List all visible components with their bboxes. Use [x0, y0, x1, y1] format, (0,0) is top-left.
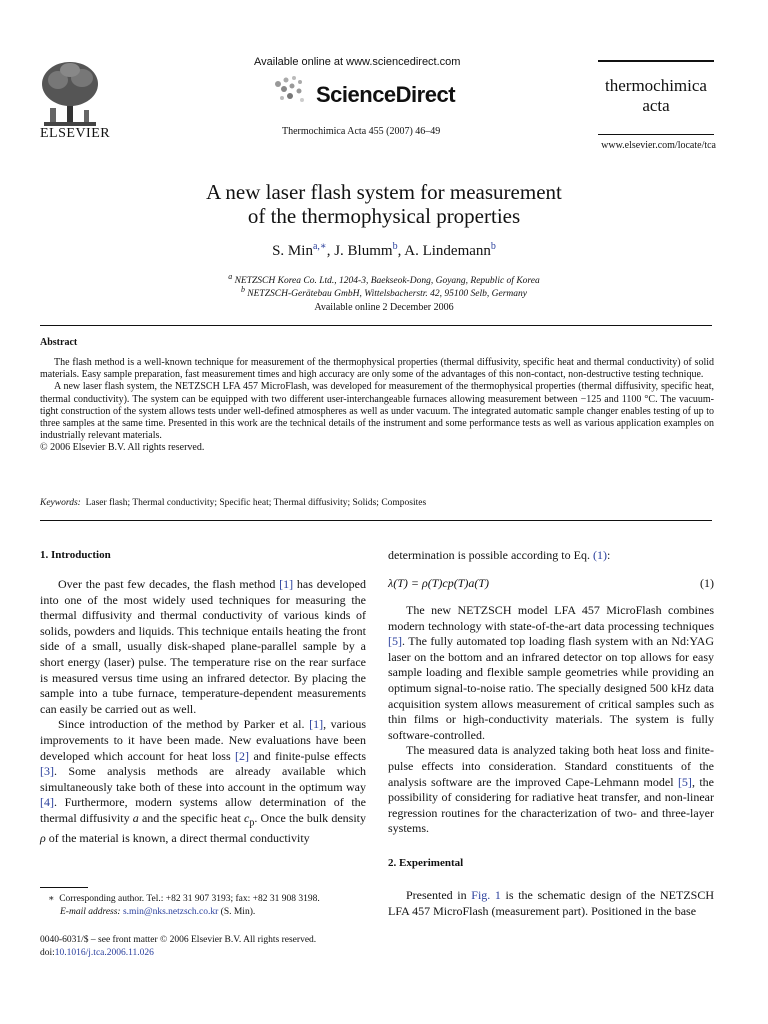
front-matter-notice: 0040-6031/$ – see front matter © 2006 Elsevier B.V. All rights reserved. doi:10.1016/j.tca.2006.11.026: [40, 935, 317, 958]
abstract-heading: Abstract: [40, 337, 78, 348]
affiliation-b: $^b$ NETZSCH-Gerätebau GmbH, Wittelsbacherstr. 42, 95100 Selb, Germany: [240, 285, 528, 300]
title-line2: of the thermophysical properties: [247, 204, 521, 228]
equation-link[interactable]: (1): [592, 548, 607, 562]
reference-link[interactable]: [5]: [677, 774, 692, 789]
paragraph: The measured data is analyzed taking both heat loss and finite-pulse effects into consideration. Standard constituents of the analysis software are the improved Cape-Lehmann model [5], the possibility of considering for radiative heat transfer, and non-linear regression routines for the characterization of two- and three-layer systems.: [388, 743, 714, 836]
reference-link[interactable]: [3]: [40, 764, 54, 779]
journal-name-line1: thermochimica: [605, 76, 707, 95]
journal-bottom-rule: [598, 134, 714, 135]
doi-link[interactable]: 10.1016/j.tca.2006.11.026: [54, 948, 154, 958]
available-online-banner[interactable]: Available online at www.sciencedirect.com: [254, 56, 461, 68]
author-name: J. Blumm: [334, 243, 393, 259]
footnote-rule: [40, 887, 88, 888]
abstract-top-rule: [40, 325, 712, 326]
reference-link[interactable]: [2]: [235, 748, 250, 763]
author-affiliation-link[interactable]: b: [392, 241, 398, 252]
journal-top-rule: [598, 60, 714, 62]
corresponding-author-footnote: ∗ Corresponding author. Tel.: +82 31 907 3193; fax: +82 31 908 3198. E-mail address: s.min@nks.netzsch.co.kr (S. Min).: [48, 894, 320, 917]
keywords: [40, 498, 426, 508]
paragraph: The new NETZSCH model LFA 457 MicroFlash combines modern technology with state-of-the-art data processing techniques [5]. The fully automated top loading flash system with an Nd:YAG laser on the bottom and an infrared detector on top allows for easy sample loading and flexible sample geometries while providing an optimum signal-to-noise ratio. The specially designed 500 kHz data acquisition system allows measurement of critical samples such as thin films or high-conductivity materials. The system is fully software-controlled.: [388, 603, 714, 742]
section-heading-introduction: 1. Introduction: [40, 549, 111, 561]
sciencedirect-dots-icon: [272, 74, 312, 106]
keywords-label: Keywords:: [40, 498, 81, 508]
reference-link[interactable]: [4]: [40, 795, 54, 810]
affiliation-a: $^a$ NETZSCH Korea Co. Ltd., 1204-3, Baekseok-Dong, Goyang, Republic of Korea: [228, 272, 540, 287]
elsevier-tree-logo: [40, 60, 100, 132]
author-name: A. Lindemann: [404, 243, 491, 259]
right-column-continuation: determination is possible according to Eq. (1):: [388, 548, 611, 562]
author-list: S. Min$^{a,∗}$, J. Blumm$^b$, A. Lindemann$^b$: [272, 241, 496, 259]
sciencedirect-logo-text: ScienceDirect: [316, 82, 456, 107]
paragraph: Since introduction of the method by Parker et al. [1], various improvements to it have been made. New evaluations have been developed which account for heat loss [2] and finite-pulse effects [3]. Some analysis methods are already available which simultaneously take both of these into account in the optimum way [4]. Furthermore, modern systems allow determination of the thermal diffusivity a and the specific heat $c_p$. Once the bulk density ρ of the material is known, a direct thermal conductivity: [40, 717, 367, 845]
title-line1: A new laser flash system for measurement: [206, 180, 562, 204]
left-column-text: [40, 577, 366, 846]
journal-citation: Thermochimica Acta 455 (2007) 46–49: [282, 126, 441, 137]
keywords-list: Laser flash; Thermal conductivity; Specific heat; Thermal diffusivity; Solids; Composites: [85, 498, 427, 508]
reference-link[interactable]: [5]: [388, 634, 402, 649]
journal-name: [598, 76, 714, 116]
section-heading-experimental: 2. Experimental: [388, 857, 464, 869]
publisher-name: ELSEVIER: [40, 126, 111, 141]
equation-body: λ(T) = ρ(T)cp(T)a(T): [388, 576, 490, 590]
abstract-paragraph: The flash method is a well-known technique for measurement of the thermophysical properties (thermal diffusivity, specific heat and thermal conductivity) of solid materials. Easy sample preparation, fast measurement times and high accuracy are only some of the advantages of this non-contact, non-destructive testing technique.: [40, 357, 714, 381]
experimental-text: [388, 888, 714, 919]
author-affiliation-link[interactable]: a,∗: [312, 241, 327, 252]
abstract-body: [40, 357, 714, 455]
abstract-copyright: © 2006 Elsevier B.V. All rights reserved.: [40, 442, 205, 454]
article-title: [40, 180, 728, 228]
author-name: S. Min: [272, 243, 313, 259]
available-online-date: Available online 2 December 2006: [314, 302, 454, 313]
right-column-text: [388, 603, 714, 837]
reference-link[interactable]: [1]: [309, 717, 324, 732]
reference-link[interactable]: [1]: [279, 577, 294, 591]
paragraph: Presented in Fig. 1 is the schematic design of the NETZSCH LFA 457 MicroFlash (measurement part). Positioned in the base: [388, 888, 714, 918]
journal-name-line2: acta: [642, 96, 670, 115]
abstract-bottom-rule: [40, 520, 712, 521]
abstract-paragraph: A new laser flash system, the NETZSCH LFA 457 MicroFlash, was developed for measurement of the thermophysical properties (thermal diffusivity, specific heat, thermal conductivity). The system can be equipped with two different user-interchangeable furnaces allowing measurement between −125 and 1100 °C. The vacuum-tight construction of the system allows tests under well-defined atmospheres as well as under vacuum. The integrated automatic sample changer enables testing of up to three samples at the same time. Presented in this work are the technical details of the instrument and some performance tests as well as various application examples on industrially relevant materials.: [40, 381, 714, 442]
author-affiliation-link[interactable]: b: [490, 241, 496, 252]
equation-number: (1): [700, 576, 714, 590]
figure-link[interactable]: Fig. 1: [471, 888, 501, 902]
email-link[interactable]: s.min@nks.netzsch.co.kr: [122, 907, 219, 917]
paragraph: Over the past few decades, the flash method [1] has developed into one of the most widely used techniques for measuring the thermal diffusivity and thermal conductivity of various kinds of solids, powders and liquids. This technique entails heating the front side of a small, usually disk-shaped plane-parallel sample by a short energy (laser) pulse. The temperature rise on the rear surface is measured versus time using an infrared detector. By placing the sample into a tube furnace, temperature-dependent measurements can easily be carried out as well.: [40, 577, 367, 716]
journal-url-link[interactable]: www.elsevier.com/locate/tca: [601, 140, 716, 151]
